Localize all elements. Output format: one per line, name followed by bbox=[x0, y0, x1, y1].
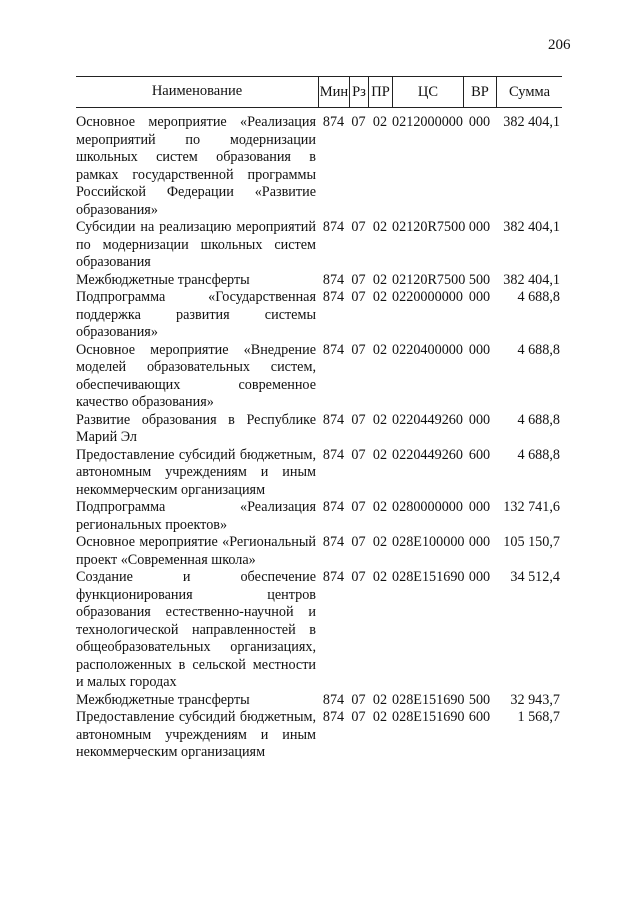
row-vr: 000 bbox=[468, 114, 491, 130]
row-min: 874 bbox=[322, 271, 345, 288]
row-min: 874 bbox=[322, 219, 345, 235]
row-cs: 0220449260 bbox=[392, 411, 463, 428]
row-cs: 0280000000 bbox=[392, 499, 463, 515]
row-sum: 32 943,7 bbox=[510, 691, 560, 708]
row-vr: 000 bbox=[468, 341, 491, 358]
table-row bbox=[76, 499, 562, 534]
row-pr: 02 bbox=[372, 341, 388, 358]
header-rz: Рз bbox=[349, 77, 368, 107]
row-sum: 132 741,6 bbox=[503, 499, 560, 515]
row-rz: 07 bbox=[351, 271, 366, 288]
row-name: Создание и обеспечение функционирования центров образования естественно-научной и технологической направленностей в общеобразовательных организациях, расположенных в сельской местности и малых городах bbox=[76, 569, 316, 690]
row-cs: 0220000000 bbox=[392, 289, 463, 305]
row-name: Основное мероприятие «Региональный проект «Современная школа» bbox=[76, 534, 316, 568]
row-vr: 600 bbox=[468, 709, 491, 725]
row-vr: 000 bbox=[468, 289, 491, 305]
table-row bbox=[76, 569, 562, 692]
row-rz: 07 bbox=[351, 114, 366, 130]
row-pr: 02 bbox=[372, 709, 388, 725]
row-min: 874 bbox=[322, 114, 345, 130]
row-name: Предоставление субсидий бюджетным, автономным учреждениям и иным некоммерческим организациям bbox=[76, 446, 316, 498]
row-pr: 02 bbox=[372, 289, 388, 305]
row-sum: 382 404,1 bbox=[503, 114, 560, 130]
row-min: 874 bbox=[322, 534, 345, 550]
row-cs: 02120R7500 bbox=[392, 219, 466, 235]
row-cs: 0220449260 bbox=[392, 446, 463, 463]
header-cs: ЦС bbox=[392, 77, 463, 107]
table-row bbox=[76, 342, 562, 412]
row-min: 874 bbox=[322, 341, 345, 358]
row-rz: 07 bbox=[351, 709, 366, 725]
row-pr: 02 bbox=[372, 569, 388, 585]
row-min: 874 bbox=[322, 691, 345, 708]
header-vr: ВР bbox=[463, 77, 496, 107]
row-name: Субсидии на реализацию мероприятий по модернизации школьных систем образования bbox=[76, 219, 316, 270]
row-cs: 028E151690 bbox=[392, 569, 465, 585]
row-min: 874 bbox=[322, 709, 345, 725]
header-name: Наименование bbox=[151, 83, 243, 100]
row-name: Подпрограмма «Государственная поддержка развития системы образования» bbox=[76, 289, 316, 340]
row-pr: 02 bbox=[372, 114, 388, 130]
header-sum: Сумма bbox=[496, 77, 562, 107]
row-vr: 000 bbox=[468, 534, 491, 550]
row-sum: 4 688,8 bbox=[517, 446, 560, 463]
row-pr: 02 bbox=[372, 271, 388, 288]
row-name: Основное мероприятие «Внедрение моделей образовательных систем, обеспечивающих современное качество образования» bbox=[76, 341, 316, 410]
row-min: 874 bbox=[322, 446, 345, 463]
table-row bbox=[76, 219, 562, 272]
row-min: 874 bbox=[322, 411, 345, 428]
budget-table bbox=[76, 114, 562, 762]
row-pr: 02 bbox=[372, 534, 388, 550]
row-vr: 000 bbox=[468, 499, 491, 515]
row-name: Межбюджетные трансферты bbox=[76, 691, 250, 708]
row-min: 874 bbox=[322, 289, 345, 305]
header-min: Мин bbox=[318, 77, 349, 107]
row-name: Предоставление субсидий бюджетным, автономным учреждениям и иным некоммерческим организациям bbox=[76, 709, 316, 760]
row-name: Межбюджетные трансферты bbox=[76, 271, 250, 288]
row-rz: 07 bbox=[351, 219, 366, 235]
row-pr: 02 bbox=[372, 499, 388, 515]
row-sum: 105 150,7 bbox=[503, 534, 560, 550]
table-row bbox=[76, 447, 562, 500]
row-min: 874 bbox=[322, 569, 345, 585]
row-sum: 34 512,4 bbox=[510, 569, 560, 585]
row-sum: 4 688,8 bbox=[517, 341, 560, 358]
row-vr: 600 bbox=[468, 446, 491, 463]
row-cs: 02120R7500 bbox=[392, 271, 466, 288]
table-row bbox=[76, 272, 562, 290]
row-sum: 1 568,7 bbox=[517, 709, 560, 725]
row-rz: 07 bbox=[351, 534, 366, 550]
table-row bbox=[76, 289, 562, 342]
row-cs: 0212000000 bbox=[392, 114, 463, 130]
table-row bbox=[76, 534, 562, 569]
row-sum: 382 404,1 bbox=[503, 219, 560, 235]
row-rz: 07 bbox=[351, 411, 366, 428]
row-vr: 000 bbox=[468, 569, 491, 585]
row-rz: 07 bbox=[351, 691, 366, 708]
row-cs: 028E151690 bbox=[392, 709, 465, 725]
row-pr: 02 bbox=[372, 411, 388, 428]
row-rz: 07 bbox=[351, 569, 366, 585]
row-vr: 000 bbox=[468, 411, 491, 428]
table-row bbox=[76, 114, 562, 219]
row-name: Подпрограмма «Реализация региональных проектов» bbox=[76, 499, 316, 533]
row-rz: 07 bbox=[351, 446, 366, 463]
row-rz: 07 bbox=[351, 341, 366, 358]
row-name: Основное мероприятие «Реализация мероприятий по модернизации школьных систем образования в рамках государственной программы Российской Федерации «Развитие образования» bbox=[76, 114, 316, 218]
row-rz: 07 bbox=[351, 499, 366, 515]
row-cs: 028E100000 bbox=[392, 534, 465, 550]
row-pr: 02 bbox=[372, 691, 388, 708]
page-number: 206 bbox=[548, 37, 571, 53]
row-name: Развитие образования в Республике Марий Эл bbox=[76, 411, 316, 445]
table-row bbox=[76, 709, 562, 762]
row-min: 874 bbox=[322, 499, 345, 515]
row-vr: 500 bbox=[468, 691, 491, 708]
table-header bbox=[76, 76, 562, 108]
table-row bbox=[76, 412, 562, 447]
row-cs: 0220400000 bbox=[392, 341, 463, 358]
row-pr: 02 bbox=[372, 446, 388, 463]
row-pr: 02 bbox=[372, 219, 388, 235]
row-cs: 028E151690 bbox=[392, 691, 465, 708]
row-vr: 000 bbox=[468, 219, 491, 235]
row-sum: 4 688,8 bbox=[517, 411, 560, 428]
row-sum: 4 688,8 bbox=[517, 289, 560, 305]
row-rz: 07 bbox=[351, 289, 366, 305]
header-pr: ПР bbox=[368, 77, 392, 107]
table-row bbox=[76, 692, 562, 710]
row-sum: 382 404,1 bbox=[503, 271, 560, 288]
row-vr: 500 bbox=[468, 271, 491, 288]
